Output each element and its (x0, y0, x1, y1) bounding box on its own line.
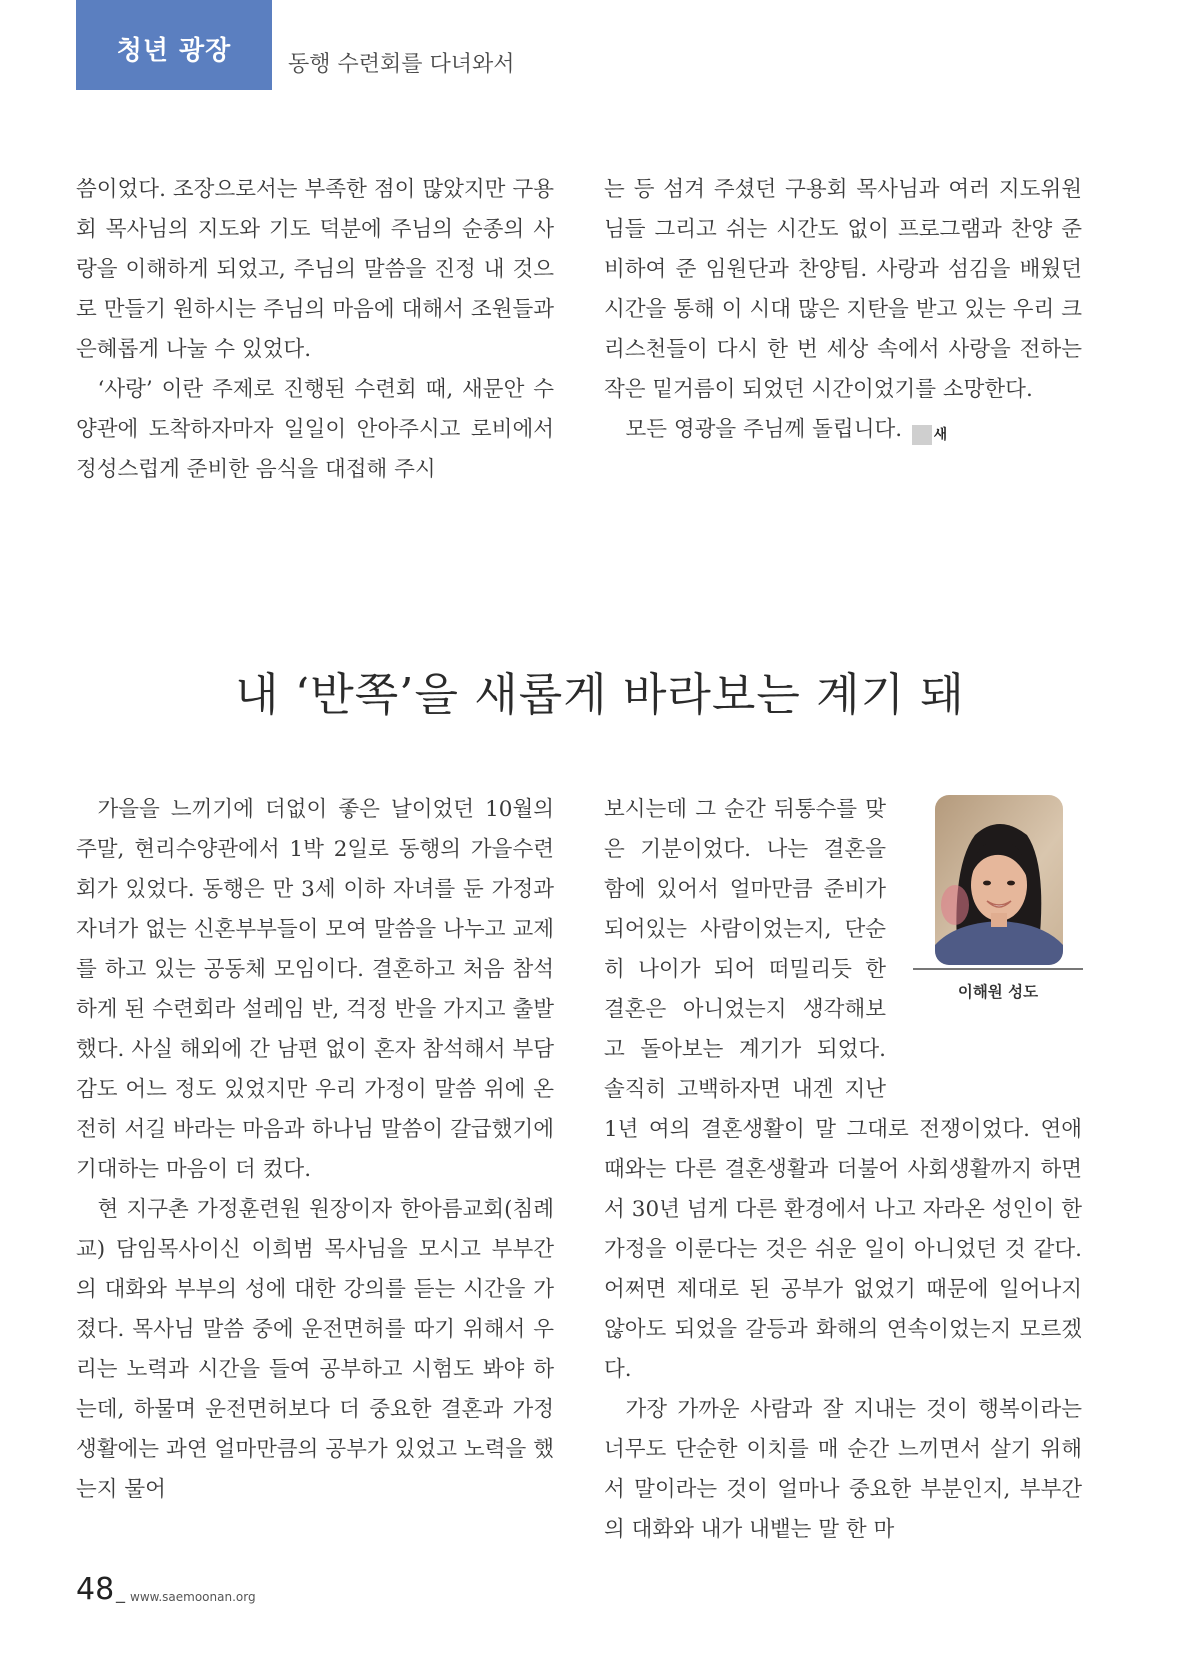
paragraph: 가을을 느끼기에 더없이 좋은 날이었던 10월의 주말, 현리수양관에서 1박 2일로 동행의 가을수련회가 있었다. 동행은 만 3세 이하 자녀를 둔 가정과 자녀가 없는 신혼부부들이 모여 말씀을 나누고 교제를 하고 있는 공동체 모임이다. 결혼하고 처음 참석하게 된 수련회라 설레임 반, 걱정 반을 가지고 출발했다. 사실 해외에 간 남편 없이 혼자 참석해서 부담감도 어느 정도 있었지만 우리 가정이 말씀 위에 온전히 서길 바라는 마음과 하나님 말씀이 갈급했기에 기대하는 마음이 더 컸다. (76, 797, 554, 1182)
site-url: www.saemoonan.org (130, 1590, 256, 1604)
paragraph: ‘사랑’ 이란 주제로 진행된 수련회 때, 새문안 수양관에 도착하자마자 일일이 안아주시고 로비에서 정성스럽게 준비한 음식을 대접해 주시 (76, 377, 554, 482)
caption-rule (913, 968, 1083, 970)
article2-column-left (76, 790, 554, 1510)
article1-column-left (76, 170, 554, 490)
paragraph: 씀이었다. 조장으로서는 부족한 점이 많았지만 구용회 목사님의 지도와 기도 덕분에 주님의 순종의 사랑을 이해하게 되었고, 주님의 말씀을 진정 내 것으로 만들기 원하시는 주님의 마음에 대해서 조원들과 은혜롭게 나눌 수 있었다. (76, 177, 554, 362)
photo-caption: 이해원 성도 (957, 983, 1039, 1001)
closing-sentence: 모든 영광을 주님께 돌립니다. (625, 417, 903, 442)
paragraph: 가장 가까운 사람과 잘 지내는 것이 행복이라는 너무도 단순한 이치를 매 순간 느끼면서 살기 위해서 말이라는 것이 얼마나 중요한 부분인지, 부부간의 대화와 내가 내뱉는 말 한 마 (604, 1397, 1082, 1542)
section-subtitle: 동행 수련회를 다녀와서 (288, 52, 515, 77)
end-mark-icon: 새 (912, 425, 932, 445)
paragraph (604, 410, 1082, 450)
article1-column-right (604, 170, 1082, 450)
paragraph: 현 지구촌 가정훈련원 원장이자 한아름교회(침례교) 담임목사이신 이희범 목사님을 모시고 부부간의 대화와 부부의 성에 대한 강의를 듣는 시간을 가졌다. 목사님 말씀 중에 운전면허를 따기 위해서 우리는 노력과 시간을 들여 공부하고 시험도 봐야 하는데, 하물며 운전면허보다 더 중요한 결혼과 가정생활에는 과연 얼마만큼의 공부가 있었고 노력을 했는지 물어 (76, 1197, 554, 1502)
article-title: 내 ‘반쪽’을 새롭게 바라보는 계기 돼 (235, 668, 965, 721)
paragraph: 보시는데 그 순간 뒤통수를 맞은 기분이었다. 나는 결혼을 함에 있어서 얼마만큼 준비가 되어있는 사람이었는지, 단순히 나이가 되어 떠밀리듯 한 결혼은 아니었는지 생각해보고 돌아보는 계기가 되었다. 솔직히 고백하자면 내겐 지난 1년 여의 결혼생활이 말 그대로 전쟁이었다. 연애 때와는 다른 결혼생활과 더불어 사회생활까지 하면서 30년 넘게 다른 환경에서 나고 자라온 성인이 한 가정을 이룬다는 것은 쉬운 일이 아니었던 것 같다. 어쩌면 제대로 된 공부가 없었기 때문에 일어나지 않아도 되었을 갈등과 화해의 연속이었는지 모르겠다. (604, 797, 1082, 1382)
section-tag (76, 0, 272, 90)
paragraph: 는 등 섬겨 주셨던 구용회 목사님과 여러 지도위원님들 그리고 쉬는 시간도 없이 프로그램과 찬양 준비하여 준 임원단과 찬양팀. 사랑과 섬김을 배웠던 시간을 통해 이 시대 많은 지탄을 받고 있는 우리 크리스천들이 다시 한 번 세상 속에서 사랑을 전하는 작은 밑거름이 되었던 시간이었기를 소망한다. (604, 177, 1082, 402)
section-label: 청년 광장 (116, 35, 232, 66)
page-separator: _ (116, 1583, 125, 1604)
author-photo (935, 795, 1063, 965)
portrait-image (935, 795, 1063, 965)
page-number: 48 (76, 1572, 115, 1607)
